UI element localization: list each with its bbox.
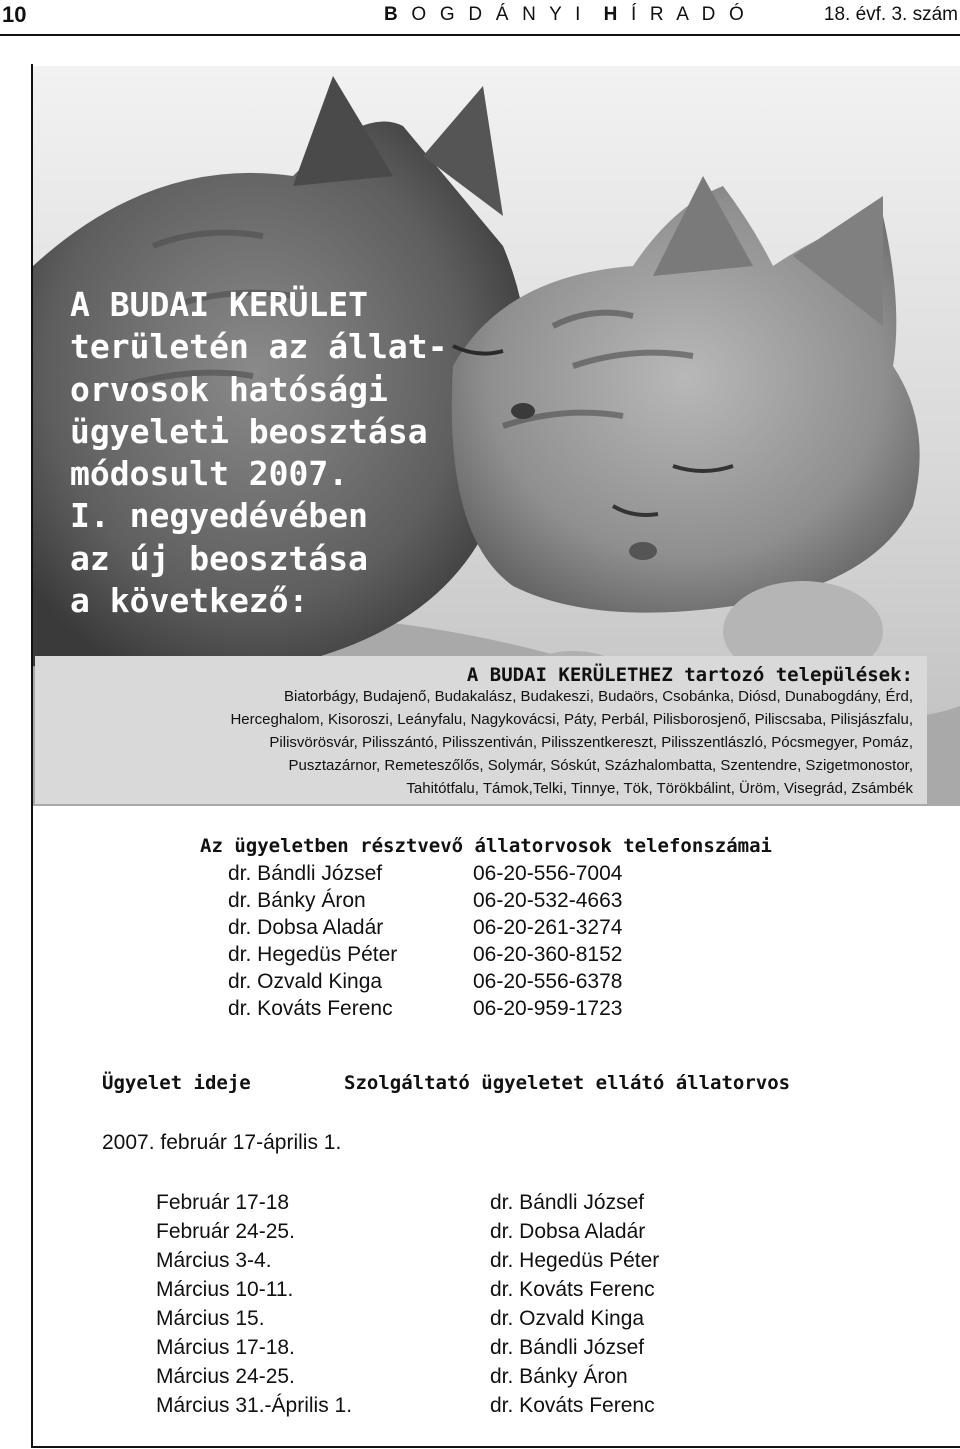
schedule-date: Február 24-25. [156, 1220, 295, 1243]
schedule-vet: dr. Ozvald Kinga [490, 1307, 645, 1330]
headline-line: orvosok hatósági [70, 369, 388, 409]
headline-line: I. negyedévében [70, 496, 369, 536]
schedule-vet: dr. Dobsa Aladár [490, 1220, 646, 1243]
municipalities-line: Pilisvörösvár, Pilisszántó, Pilisszentiván, Pilisszentkereszt, Pilisszentlászló, Pócsmegyer, Pomáz, [269, 734, 913, 751]
headline-line: ügyeleti beosztása [70, 411, 428, 451]
schedule-period: 2007. február 17-április 1. [102, 1131, 342, 1154]
municipalities-box [35, 656, 927, 804]
schedule-row [156, 1191, 716, 1219]
vet-phone: 06-20-532-4663 [473, 889, 623, 912]
vet-name: dr. Bándli József [228, 862, 383, 885]
vet-phone: 06-20-556-7004 [473, 862, 623, 885]
municipalities-line: Herceghalom, Kisoroszi, Leányfalu, Nagykovácsi, Páty, Perbál, Pilisborosjenő, Piliscsaba, Pilisjászfalu, [230, 711, 913, 728]
schedule-date: Március 15. [156, 1307, 265, 1330]
headline-line: A BUDAI KERÜLET [70, 285, 369, 324]
municipalities-title: A BUDAI KERÜLETHEZ tartozó települések: [466, 664, 913, 686]
vet-phone-row [228, 916, 648, 944]
headline-line: területén az állat- [70, 327, 448, 367]
schedule-vet: dr. Bándli József [490, 1191, 645, 1214]
schedule-vet: dr. Bándli József [490, 1336, 645, 1359]
vet-phone-row [228, 997, 648, 1025]
schedule-vet: dr. Kováts Ferenc [490, 1394, 655, 1417]
schedule-row [156, 1278, 716, 1306]
page-number: 10 [2, 2, 27, 27]
vet-phone: 06-20-360-8152 [473, 943, 623, 966]
header-rule [0, 34, 960, 36]
vet-phone-row [228, 943, 648, 971]
publication-title: B O G D Á N Y I H Í R A D Ó [384, 4, 748, 25]
running-header [0, 0, 960, 30]
vet-name: dr. Hegedüs Péter [228, 943, 398, 966]
headline-line: a következő: [70, 581, 309, 621]
schedule-row [156, 1307, 716, 1335]
vet-column-header: Szolgáltató ügyeletet ellátó állatorvos [344, 1072, 791, 1094]
vet-phone: 06-20-261-3274 [473, 916, 623, 939]
headline [70, 284, 450, 622]
issue-info: 18. évf. 3. szám [823, 4, 958, 25]
schedule-date: Február 17-18 [156, 1191, 290, 1214]
schedule-date: Március 31.-Április 1. [156, 1394, 353, 1417]
headline-line: módosult 2007. [70, 454, 349, 494]
vet-phone-row [228, 970, 648, 998]
vet-name: dr. Bánky Áron [228, 889, 366, 912]
schedule-vet: dr. Kováts Ferenc [490, 1278, 655, 1301]
phones-title: Az ügyeletben résztvevő állatorvosok telefonszámai [200, 835, 772, 857]
vet-name: dr. Kováts Ferenc [228, 997, 393, 1020]
schedule-vet: dr. Bánky Áron [490, 1365, 628, 1388]
schedule-row [156, 1365, 716, 1393]
schedule-date: Március 3-4. [156, 1249, 272, 1272]
schedule-date: Március 10-11. [156, 1278, 294, 1301]
schedule-row [156, 1394, 716, 1422]
schedule-vet: dr. Hegedüs Péter [490, 1249, 660, 1272]
municipalities-line: Tahitótfalu, Támok,Telki, Tinnye, Tök, Törökbálint, Üröm, Visegrád, Zsámbék [406, 780, 913, 797]
vet-phone-row [228, 862, 648, 890]
municipalities-line: Pusztazárnor, Remeteszőlős, Solymár, Sóskút, Százhalombatta, Szentendre, Szigetmonostor, [288, 757, 913, 774]
vet-name: dr. Ozvald Kinga [228, 970, 383, 993]
municipalities-line: Biatorbágy, Budajenő, Budakalász, Budakeszi, Budaörs, Csobánka, Diósd, Dunabogdány, Érd, [284, 688, 913, 705]
vet-name: dr. Dobsa Aladár [228, 916, 384, 939]
schedule-row [156, 1249, 716, 1277]
headline-line: az új beosztása [70, 538, 369, 578]
schedule-date: Március 24-25. [156, 1365, 295, 1388]
vet-phone: 06-20-556-6378 [473, 970, 623, 993]
schedule-date: Március 17-18. [156, 1336, 295, 1359]
vet-phone: 06-20-959-1723 [473, 997, 623, 1020]
duty-time-header: Ügyelet ideje [102, 1072, 251, 1094]
schedule-row [156, 1336, 716, 1364]
vet-phone-row [228, 889, 648, 917]
schedule-row [156, 1220, 716, 1248]
